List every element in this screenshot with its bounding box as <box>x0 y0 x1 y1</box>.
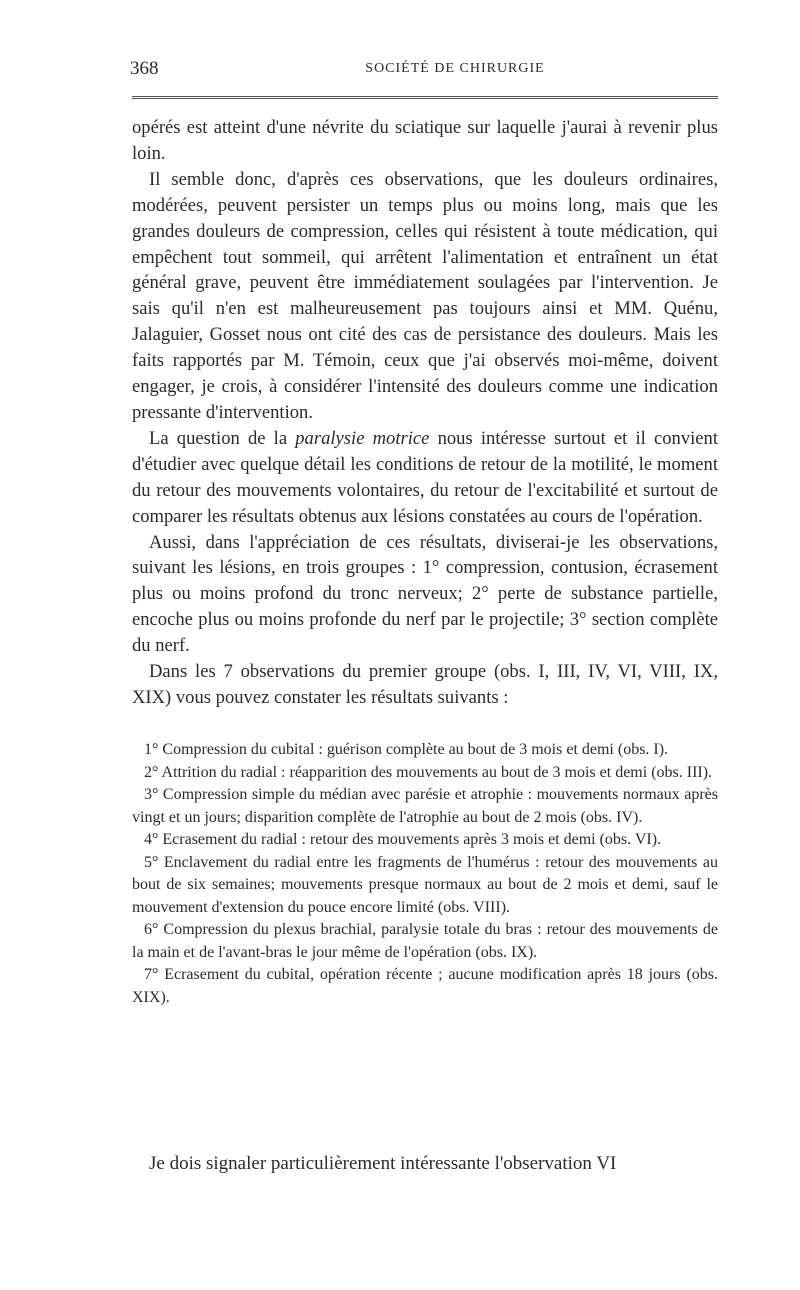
paragraph-continuation: opérés est atteint d'une névrite du sciatique sur laquelle j'aurai à revenir plus loin. <box>132 117 718 164</box>
paragraph-first-group: Dans les 7 observations du premier groupe (obs. I, III, IV, VI, VIII, IX, XIX) vous pouvez constater les résultats suivants : <box>132 661 718 708</box>
results-list <box>132 739 718 1009</box>
list-item: 4° Ecrasement du radial : retour des mouvements après 3 mois et demi (obs. VI). <box>144 831 662 848</box>
list-item: 6° Compression du plexus brachial, paralysie totale du bras : retour des mouvements de la main et de l'avant-bras le jour même de l'opération (obs. IX). <box>132 921 718 961</box>
list-item: 1° Compression du cubital : guérison complète au bout de 3 mois et demi (obs. I). <box>144 741 669 758</box>
list-item: 3° Compression simple du médian avec parésie et atrophie : mouvements normaux après vingt et un jours; disparition complète de l'atrophie au bout de 2 mois (obs. IV). <box>132 786 718 826</box>
emphasis-paralysie-motrice: paralysie motrice <box>295 427 430 449</box>
closing-line: Je dois signaler particulièrement intéressante l'observation VI <box>149 1153 617 1174</box>
body-text <box>132 115 718 711</box>
paragraph-motor-paralysis <box>132 426 718 530</box>
list-item: 5° Enclavement du radial entre les fragments de l'humérus : retour des mouvements au bout de six semaines; mouvements presque normaux au bout de 2 mois et demi, sauf le mouvement d'extension du pouce encore limité (obs. VIII). <box>132 853 718 916</box>
page-number: 368 <box>130 58 159 79</box>
paragraph-text-after: nous intéresse surtout et il convient d'étudier avec quelque détail les conditions de retour de la motilité, le moment du retour des mouvements volontaires, du retour de l'excitabilité et surtout de comparer les résultats obtenus aux lésions constatées au cours de l'opération. <box>132 427 719 527</box>
paragraph-pain: Il semble donc, d'après ces observations, que les douleurs ordinaires, modérées, peuvent persister un temps plus ou moins long, mais que les grandes douleurs de compression, celles qui résistent à toute médication, qui empêchent tout sommeil, qui arrêtent l'alimentation et entraînent un état général grave, peuvent être immédiatement soulagées par l'intervention. Je sais qu'il n'en est malheureusement pas toujours ainsi et MM. Quénu, Jalaguier, Gosset nous ont cité des cas de persistance des douleurs. Mais les faits rapportés par M. Témoin, ceux que j'ai observés moi-même, doivent engager, je crois, à considérer l'intensité des douleurs comme une indication pressante d'intervention. <box>132 168 718 423</box>
running-head: SOCIÉTÉ DE CHIRURGIE <box>365 61 545 76</box>
paragraph-groups: Aussi, dans l'appréciation de ces résultats, diviserai-je les observations, suivant les lésions, en trois groupes : 1° compression, contusion, écrasement plus ou moins profond du tronc nerveux; 2° perte de substance partielle, encoche plus ou moins profonde du nerf par le projectile; 3° section complète du nerf. <box>132 531 718 657</box>
paragraph-text-before: La question de la <box>149 427 296 449</box>
list-item: 7° Ecrasement du cubital, opération récente ; aucune modification après 18 jours (obs. XIX). <box>132 966 718 1006</box>
page-header <box>130 58 720 88</box>
list-item: 2° Attrition du radial : réapparition des mouvements au bout de 3 mois et demi (obs. III). <box>144 763 713 781</box>
header-rule <box>132 96 718 99</box>
